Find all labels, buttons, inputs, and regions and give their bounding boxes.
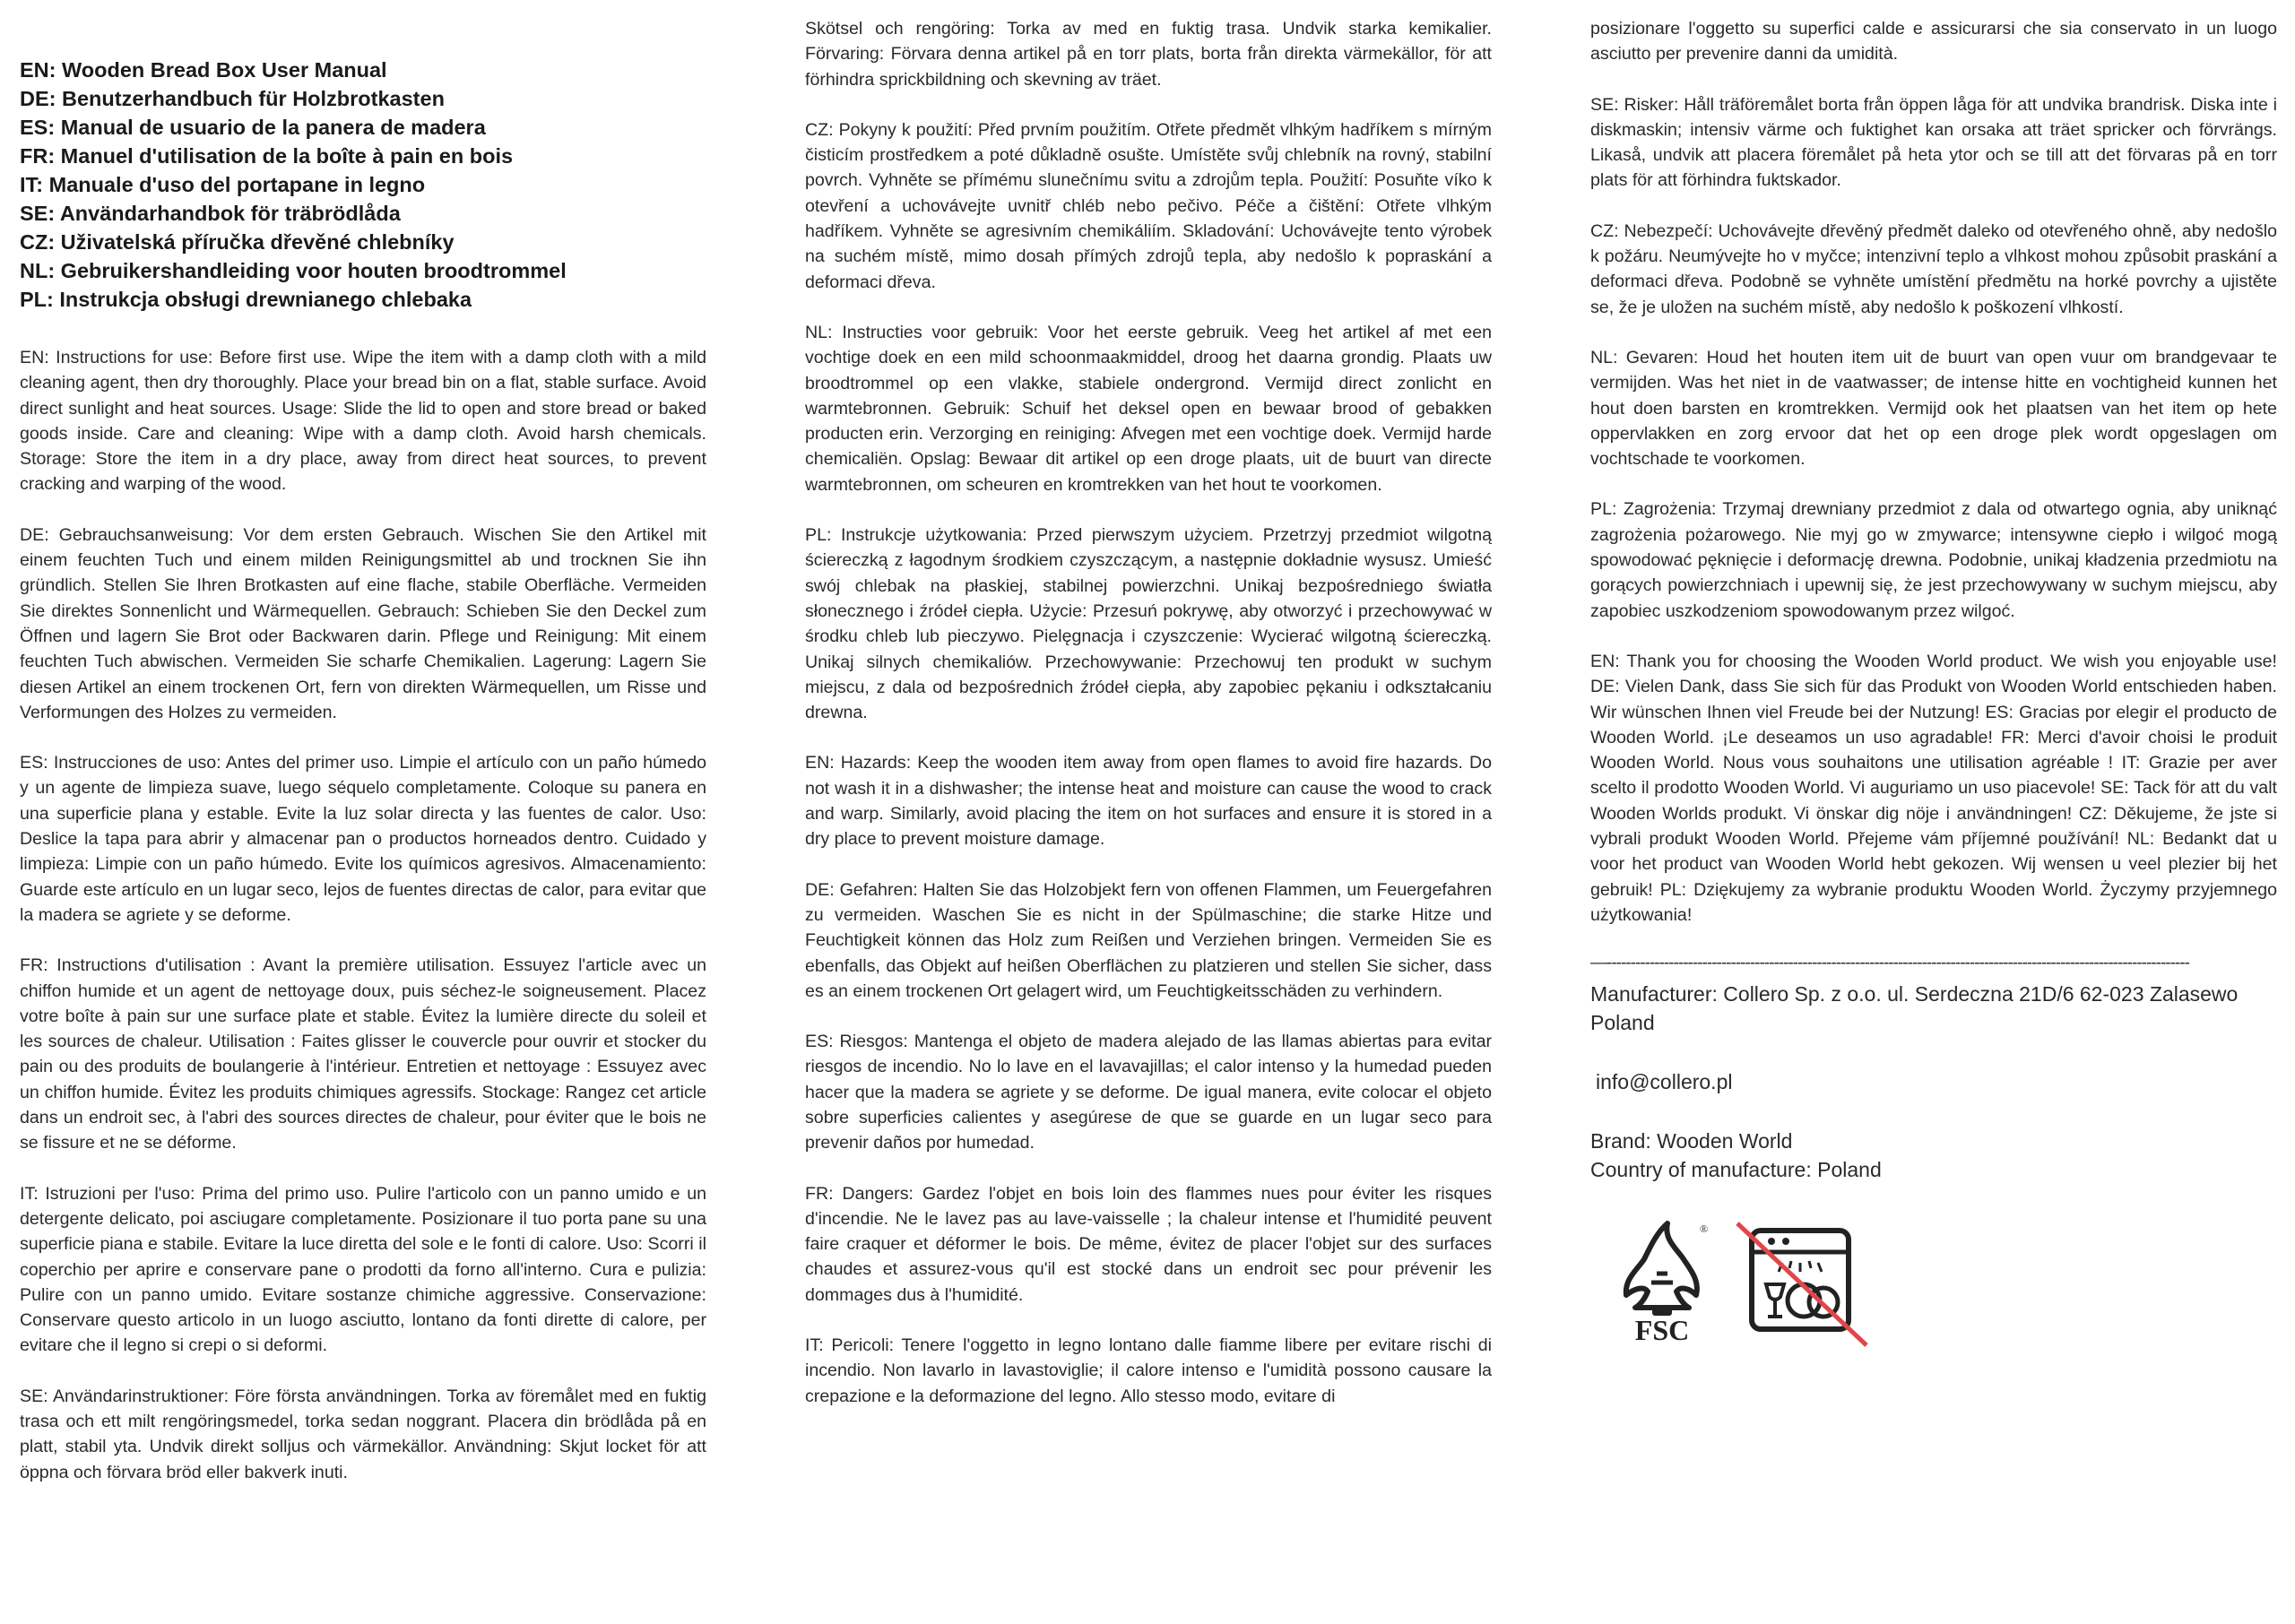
title-nl: NL: Gebruikershandleiding voor houten broodtrommel <box>20 259 567 282</box>
title-it: IT: Manuale d'uso del portapane in legno <box>20 173 426 196</box>
no-dishwasher-icon <box>1736 1222 1868 1347</box>
separator-line: —-------------------------------------------------------------------------------------------------------------------------- <box>1590 954 2189 973</box>
title-block <box>20 56 706 314</box>
instructions-nl: NL: Instructies voor gebruik: Voor het eerste gebruik. Veeg het artikel af met een vochtige doek en een mild schoonmaakmiddel, droog het daarna grondig. Plaats uw broodtrommel op een vlakke, stabiele ondergrond. Vermijd direct zonlicht en warmtebronnen. Gebruik: Schuif het deksel open en bewaar brood of gebakken producten erin. Verzorging en reiniging: Afvegen met een vochtige doek. Vermijd harde chemicaliën. Opslag: Bewaar dit artikel op een droge plaats, uit de buurt van directe warmtebronnen, om scheuren en kromtrekken van het hout te voorkomen. <box>805 322 1492 495</box>
column-1 <box>20 0 706 1624</box>
email-address: info@collero.pl <box>1596 1070 1733 1094</box>
title-se: SE: Användarhandbok för träbrödlåda <box>20 202 401 225</box>
column-2 <box>805 0 1492 1558</box>
title-en: EN: Wooden Bread Box User Manual <box>20 58 387 82</box>
fsc-label: FSC <box>1634 1314 1690 1347</box>
title-cz: CZ: Uživatelská příručka dřevěné chlebníky <box>20 230 455 254</box>
title-es: ES: Manual de usuario de la panera de madera <box>20 116 486 139</box>
instructions-se: SE: Användarinstruktioner: Före första användningen. Torka av föremålet med en fuktig trasa och ett milt rengöringsmedel, torka sedan noggrant. Placera din brödlåda på en platt, stabil yta. Undvik direkt solljus och värmekällor. Användning: Skjut locket för att öppna och förvara bröd eller bakverk inuti. <box>20 1386 706 1482</box>
manufacturer-info: Manufacturer: Collero Sp. z o.o. ul. Serdeczna 21D/6 62-023 Zalasewo Poland <box>1590 982 2239 1035</box>
hazards-en: EN: Hazards: Keep the wooden item away from open flames to avoid fire hazards. Do not wash it in a dishwasher; the intense heat and moisture can cause the wood to crack and warp. Similarly, avoid placing the item on hot surfaces and ensure it is stored in a dry place to prevent moisture damage. <box>805 753 1492 850</box>
instructions-en: EN: Instructions for use: Before first use. Wipe the item with a damp cloth with a mild cleaning agent, then dry thoroughly. Place your bread bin on a flat, stable surface. Avoid direct sunlight and heat sources. Usage: Slide the lid to open and store bread or baked goods inside. Care and cleaning: Wipe with a damp cloth. Avoid harsh chemicals. Storage: Store the item in a dry place, away from direct heat sources, to prevent cracking and warping of the wood. <box>20 348 706 495</box>
instructions-de: DE: Gebrauchsanweisung: Vor dem ersten Gebrauch. Wischen Sie den Artikel mit einem feuchten Tuch und einem milden Reinigungsmittel ab und trocknen Sie ihn gründlich. Stellen Sie Ihren Brotkasten auf eine flache, stabile Oberfläche. Vermeiden Sie direktes Sonnenlicht und Wärmequellen. Gebrauch: Schieben Sie den Deckel zum Öffnen und lagern Sie Brot oder Backwaren darin. Pflege und Reinigung: Mit einem feuchten Tuch abwischen. Vermeiden Sie scharfe Chemikalien. Lagerung: Lagern Sie diesen Artikel an einem trockenen Ort, fern von direkten Wärmequellen, um Risse und Verformungen des Holzes zu vermeiden. <box>20 524 706 722</box>
column-3 <box>1590 0 2277 1624</box>
instructions-cz: CZ: Pokyny k použití: Před prvním použitím. Otřete předmět vlhkým hadříkem s mírným čisticím prostředkem a poté důkladně osušte. Umístěte svůj chlebník na rovný, stabilní povrch. Vyhněte se přímému slunečnímu svitu a zdrojům tepla. Použití: Posuňte víko k otevření a uchovávejte uvnitř chléb nebo pečivo. Péče a čištění: Otřete vlhkým hadříkem. Vyhněte se agresivním chemikáliím. Skladování: Uchovávejte tento výrobek na suchém místě, mimo dosah přímých zdrojů tepla, aby nedošlo k popraskání a deformaci dřeva. <box>805 119 1492 292</box>
fsc-tree-icon <box>1617 1220 1707 1345</box>
hazards-it: IT: Pericoli: Tenere l'oggetto in legno lontano dalle fiamme libere per evitare rischi di incendio. Non lavarlo in lavastoviglie; il calore intenso e l'umidità possono causare la crepazione e la deformazione del legno. Allo stesso modo, evitare di <box>805 1335 1492 1406</box>
hazards-it-continued: posizionare l'oggetto su superfici calde e assicurarsi che sia conservato in un luogo asciutto per prevenire danni da umidità. <box>1590 19 2277 65</box>
title-pl: PL: Instrukcja obsługi drewnianego chlebaka <box>20 288 472 311</box>
hazards-fr: FR: Dangers: Gardez l'objet en bois loin des flammes nues pour éviter les risques d'incendie. Ne le lavez pas au lave-vaisselle ; la chaleur intense et l'humidité peuvent faire craquer et déformer le bois. De même, évitez de placer l'objet sur des surfaces chaudes et assurez-vous qu'il est stocké dans un endroit sec pour prévenir les dommages dus à l'humidité. <box>805 1183 1492 1305</box>
thank-you-note: EN: Thank you for choosing the Wooden World product. We wish you enjoyable use! DE: Vielen Dank, dass Sie sich für das Produkt von Wooden World entschieden haben. Wir wünschen Ihnen viel Freude bei der Nutzung! ES: Gracias por elegir el producto de Wooden World. ¡Le deseamos un uso agradable! FR: Merci d'avoir choisi le produit Wooden World. Nous vous souhaitons une utilisation agréable ! IT: Grazie per aver scelto il prodotto Wooden World. Vi auguriamo un uso piacevole! SE: Tack för att du valt Wooden Worlds produkt. Vi önskar dig nöje i användningen! CZ: Děkujeme, že jste si vybrali produkt Wooden World. Přejeme vám příjemné používání! NL: Bedankt dat u voor het product van Wooden World hebt gekozen. Wij wensen u veel plezier bij het gebruik! PL: Dziękujemy za wybranie produktu Wooden World. Życzymy przyjemnego użytkowania! <box>1590 651 2277 925</box>
hazards-nl: NL: Gevaren: Houd het houten item uit de buurt van open vuur om brandgevaar te vermijden. Was het niet in de vaatwasser; de intense hitte en vochtigheid kunnen het hout doen barsten en kromtrekken. Vermijd ook het plaatsen van het item op hete oppervlakken en zorg ervoor dat het op een droge plek wordt opgeslagen om vochtschade te voorkomen. <box>1590 347 2277 470</box>
hazards-se: SE: Risker: Håll träföremålet borta från öppen låga för att undvika brandrisk. Diska inte i diskmaskin; intensiv värme och fuktighet kan orsaka att träet spricker och förvrängs. Likaså, undvik att placera föremålet på heta ytor och se till att det förvaras på en torr plats för att förhindra fuktskador. <box>1590 94 2277 191</box>
hazards-cz: CZ: Nebezpečí: Uchovávejte dřevěný předmět daleko od otevřeného ohně, aby nedošlo k požáru. Neumývejte ho v myčce; intenzivní teplo a vlhkost mohou způsobit praskání a deformaci dřeva. Podobně se vyhněte umístění předmětu na horké povrchy a ujistěte se, že je uložen na suchém místě, aby nedošlo k poškození vlhkostí. <box>1590 220 2277 317</box>
hazards-pl: PL: Zagrożenia: Trzymaj drewniany przedmiot z dala od otwartego ognia, aby uniknąć zagrożenia pożarowego. Nie myj go w zmywarce; intensywne ciepło i wilgoć mogą spowodować pęknięcie i deformację drewna. Podobnie, unikaj kładzenia przedmiotu na gorących powierzchniach i upewnij się, że jest przechowywany w suchym miejscu, aby zapobiec uszkodzeniom spowodowanym przez wilgoć. <box>1590 499 2277 621</box>
title-de: DE: Benutzerhandbuch für Holzbrotkasten <box>20 87 445 110</box>
instructions-it: IT: Istruzioni per l'uso: Prima del primo uso. Pulire l'articolo con un panno umido e un detergente delicato, poi asciugare completamente. Posizionare il tuo porta pane su una superficie piana e stabile. Evitare la luce diretta del sole e le fonti di calore. Uso: Scorri il coperchio per aprire e conservare pane o prodotti da forno all'interno. Cura e pulizia: Pulire con un panno umido. Evitare sostanze chimiche aggressive. Conservazione: Conservare questo articolo in un luogo asciutto, lontano da fonti dirette di calore, per evitare che il legno si crepi o si deformi. <box>20 1183 706 1356</box>
instructions-pl: PL: Instrukcje użytkowania: Przed pierwszym użyciem. Przetrzyj przedmiot wilgotną ściereczką z łagodnym środkiem czyszczącym, a następnie dokładnie wysusz. Umieść swój chlebak na płaskiej, stabilnej powierzchni. Unikaj bezpośredniego światła słonecznego i źródeł ciepła. Użycie: Przesuń pokrywę, aby otworzyć i przechowywać w środku chleb lub pieczywo. Pielęgnacja i czyszczenie: Wycierać wilgotną ściereczką. Unikaj silnych chemikaliów. Przechowywanie: Przechowuj ten produkt w suchym miejscu, z dala od bezpośrednich źródeł ciepła, aby zapobiec pękaniu i odkształcaniu drewna. <box>805 525 1492 723</box>
instructions-fr: FR: Instructions d'utilisation : Avant la première utilisation. Essuyez l'article avec un chiffon humide et un agent de nettoyage doux, puis séchez-le soigneusement. Placez votre boîte à pain sur une surface plate et stable. Évitez la lumière directe du soleil et les sources de chaleur. Utilisation : Faites glisser le couvercle pour ouvrir et stocker du pain ou des produits de boulangerie à l'intérieur. Entretien et nettoyage : Essuyez avec un chiffon humide. Évitez les produits chimiques agressifs. Stockage: Rangez cet article dans un endroit sec, à l'abri des sources directes de chaleur, pour éviter que le bois ne se fissure et ne se déforme. <box>20 955 706 1153</box>
hazards-de: DE: Gefahren: Halten Sie das Holzobjekt fern von offenen Flammen, um Feuergefahren zu vermeiden. Waschen Sie es nicht in der Spülmaschine; die starke Hitze und Feuchtigkeit können das Holz zum Reißen und Verziehen bringen. Vermeiden Sie es ebenfalls, das Objekt auf heißen Oberflächen zu platzieren und stellen Sie sicher, dass es an einem trockenen Ort gelagert wird, um Feuchtigkeitsschäden zu verhindern. <box>805 879 1492 1001</box>
instructions-es: ES: Instrucciones de uso: Antes del primer uso. Limpie el artículo con un paño húmedo y un agente de limpieza suave, luego séquelo completamente. Coloque su panera en una superficie plana y estable. Evite la luz solar directa y las fuentes de calor. Uso: Deslice la tapa para abrir y almacenar pan o productos horneados dentro. Cuidado y limpieza: Limpie con un paño húmedo. Evite los químicos agresivos. Almacenamiento: Guarde este artículo en un lugar seco, lejos de fuentes directas de calor, para evitar que la madera se agriete y se deforme. <box>20 753 706 925</box>
title-fr: FR: Manuel d'utilisation de la boîte à pain en bois <box>20 144 514 168</box>
country-info: Country of manufacture: Poland <box>1590 1158 1882 1182</box>
logo-row <box>1590 1220 2277 1354</box>
fsc-registered-mark: ® <box>1700 1222 1709 1236</box>
hazards-es: ES: Riesgos: Mantenga el objeto de madera alejado de las llamas abiertas para evitar riesgos de incendio. No lo lave en el lavavajillas; el calor intenso y la humedad pueden hacer que la madera se agriete y se deforme. De igual manera, evite colocar el objeto sobre superficies calientes y asegúrese de que se guarde en un lugar seco para prevenir daños por humedad. <box>805 1032 1492 1153</box>
instructions-se-continued: Skötsel och rengöring: Torka av med en fuktig trasa. Undvik starka kemikalier. Förvaring: Förvara denna artikel på en torr plats, borta från direkta värmekällor, för att förhindra sprickbildning och skevning av träet. <box>805 19 1492 90</box>
brand-info: Brand: Wooden World <box>1590 1129 1793 1153</box>
